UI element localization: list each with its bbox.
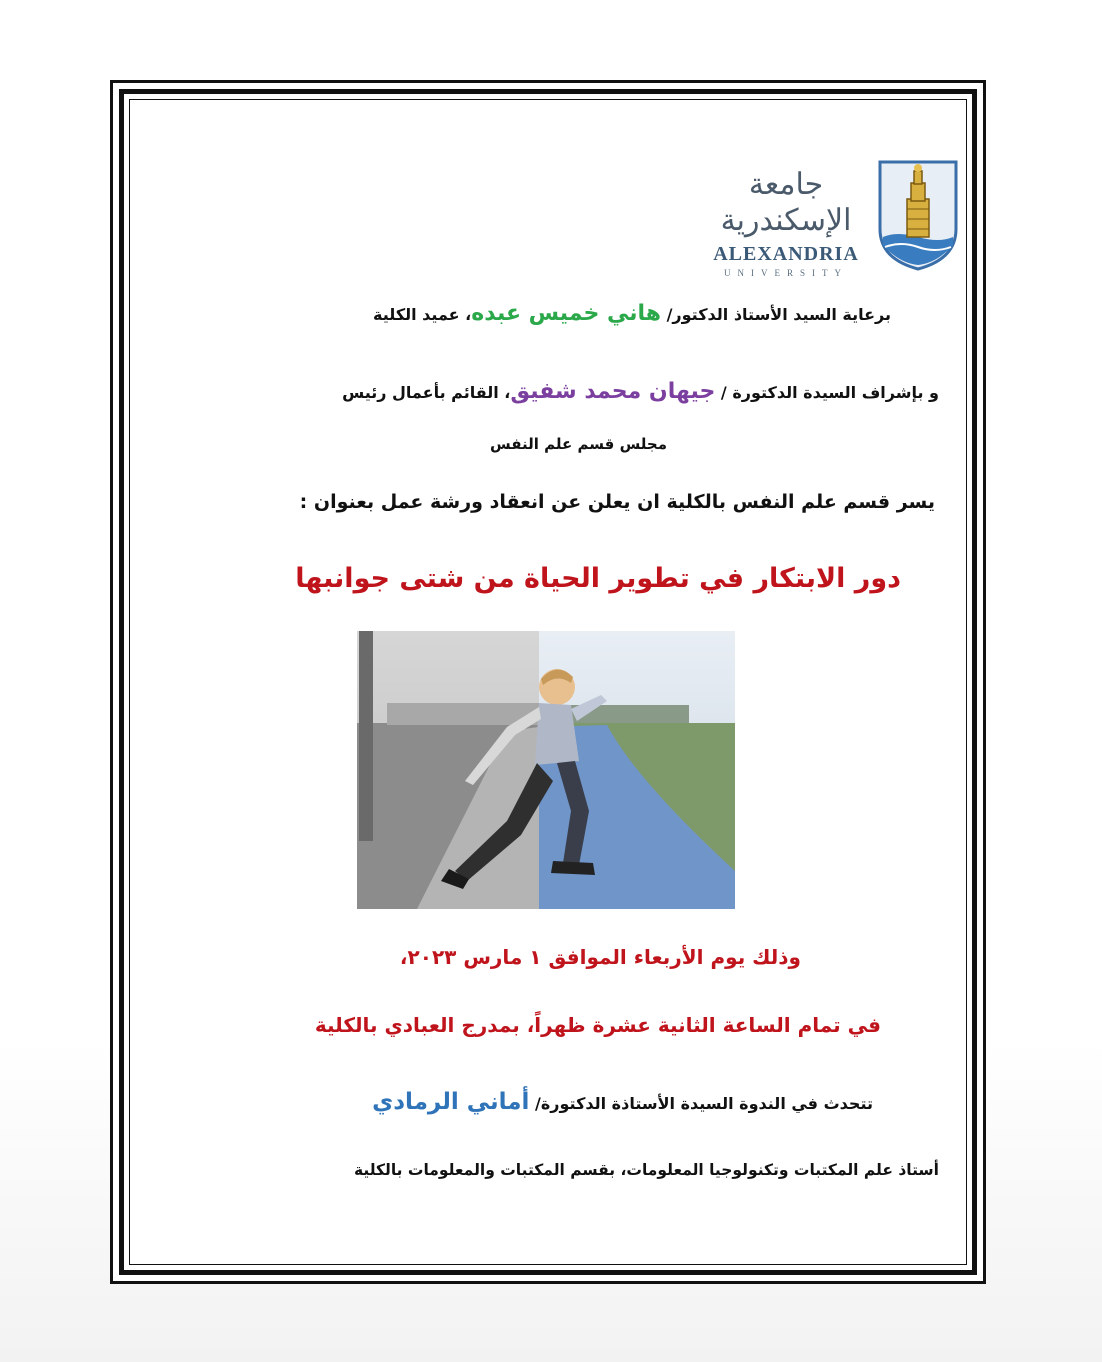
- supervision-name: جيهان محمد شفيق: [510, 379, 716, 404]
- time-line: في تمام الساعة الثانية عشرة ظهراً، بمدرج العبادي بالكلية: [314, 1013, 881, 1037]
- workshop-title: دور الابتكار في تطوير الحياة من شتى جوانبها: [295, 563, 901, 594]
- logo-english-sub: UNIVERSITY: [724, 268, 848, 278]
- speaker-title: أستاذ علم المكتبات وتكنولوجيا المعلومات، بقسم المكتبات والمعلومات بالكلية: [353, 1161, 939, 1179]
- supervision-line-2: مجلس قسم علم النفس: [490, 435, 667, 453]
- date-line: وذلك يوم الأربعاء الموافق ١ مارس ٢٠٢٣،: [399, 945, 801, 969]
- speaker-line: [372, 1089, 873, 1115]
- speaker-prefix: تتحدث في الندوة السيدة الأستاذة الدكتورة/: [529, 1094, 873, 1113]
- patron-prefix: برعاية السيد الأستاذ الدكتور/: [661, 305, 891, 324]
- supervision-suffix: ، القائم بأعمال رئيس: [342, 383, 511, 402]
- poster-frame: [110, 80, 986, 1284]
- speaker-name: أماني الرمادي: [372, 1089, 530, 1115]
- supervision-line: [342, 379, 939, 404]
- boy-jumping-photo: [357, 631, 735, 909]
- supervision-prefix: و بإشراف السيدة الدكتورة /: [715, 383, 939, 402]
- logo-english-name: ALEXANDRIA: [713, 243, 859, 265]
- logo-arabic-name: جامعة الإسكندرية: [720, 167, 852, 238]
- patron-suffix: ، عميد الكلية: [373, 305, 472, 324]
- alexandria-university-logo: [701, 159, 961, 278]
- patron-line: [373, 301, 891, 326]
- lighthouse-shield-icon: [877, 159, 959, 271]
- patron-name: هاني خميس عبده: [471, 301, 662, 326]
- announcement-line: يسر قسم علم النفس بالكلية ان يعلن عن انعقاد ورشة عمل بعنوان :: [299, 491, 935, 513]
